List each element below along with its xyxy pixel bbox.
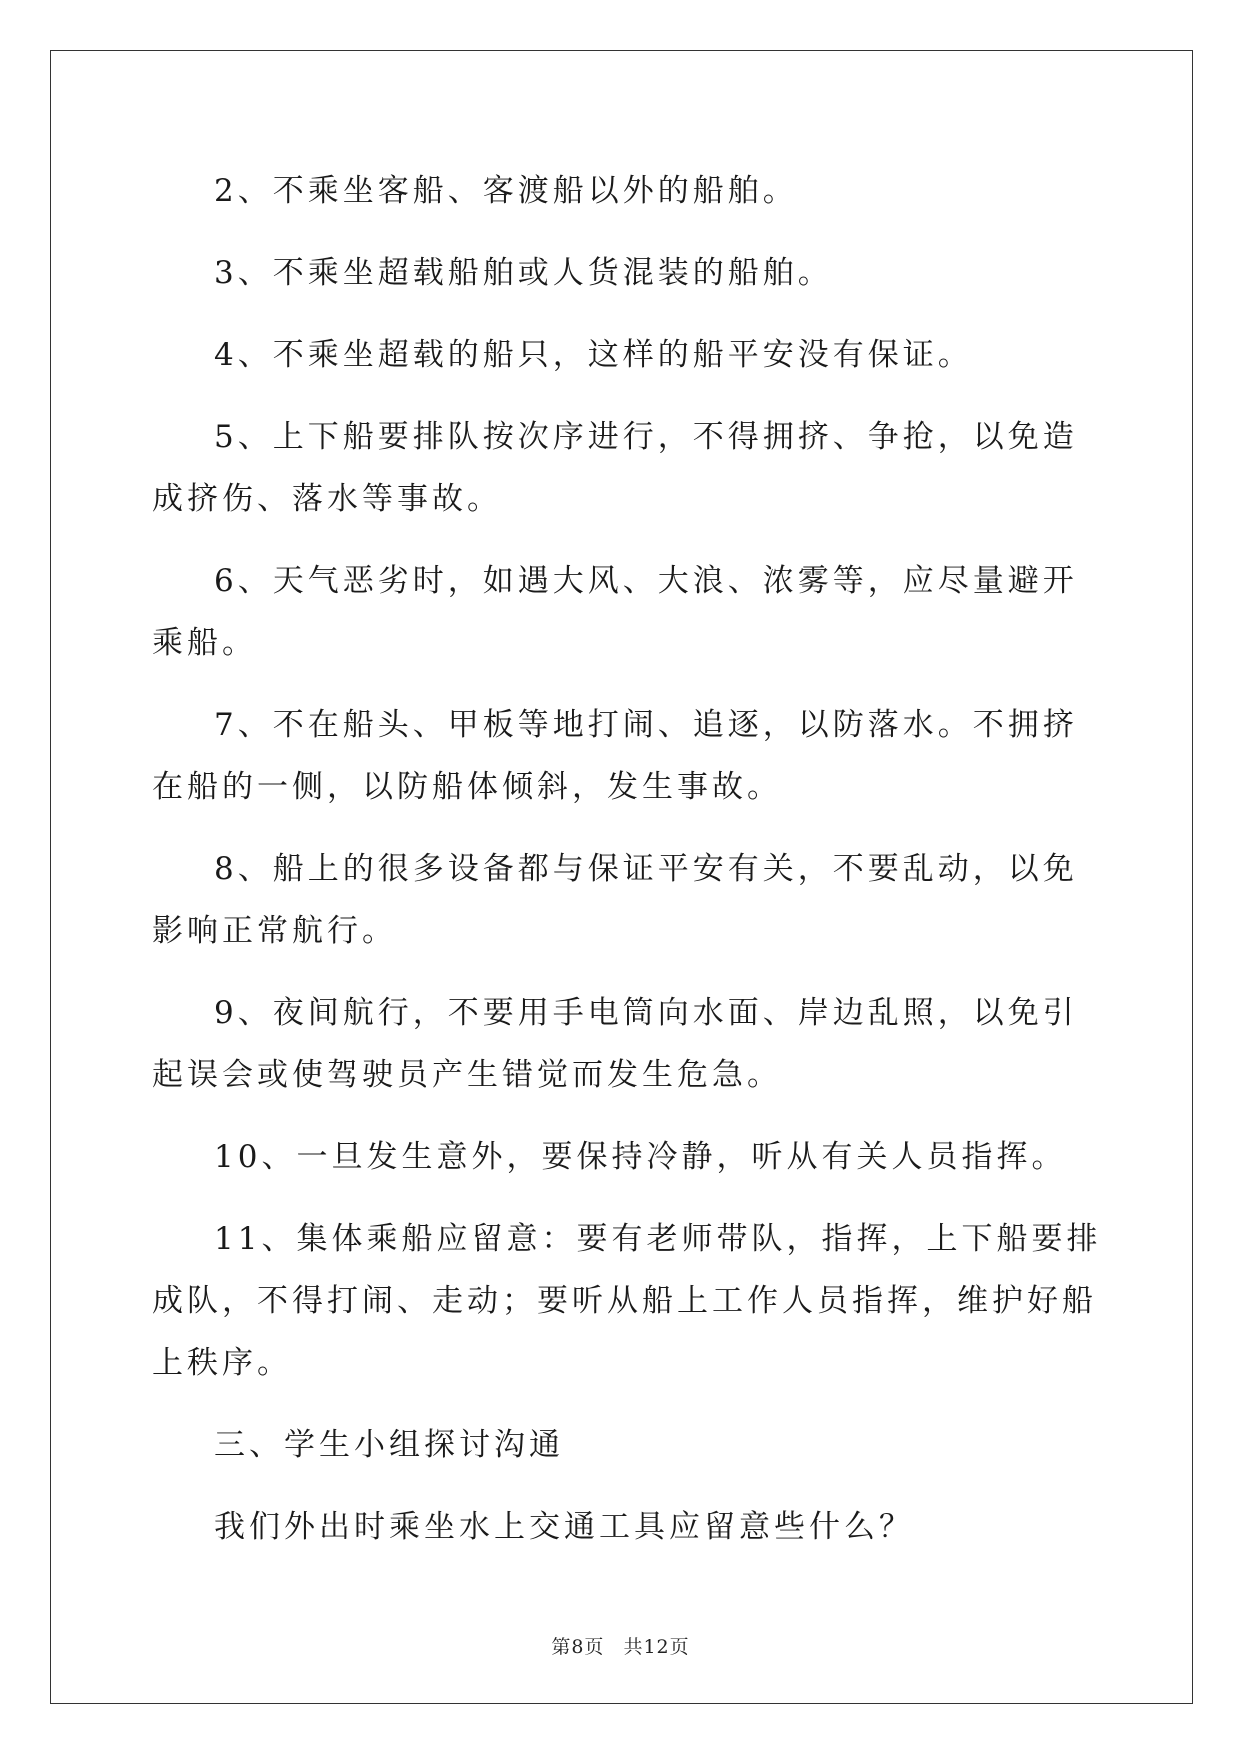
paragraph-4: 5、上下船要排队按次序进行，不得拥挤、争抢，以免造成挤伤、落水等事故。: [152, 419, 1078, 517]
page-number-total: 共12页: [623, 1636, 690, 1658]
paragraph-3: 4、不乘坐超载的船只，这样的船平安没有保证。: [214, 337, 973, 373]
document-body: [152, 160, 1112, 1578]
paragraph-10: 11、集体乘船应留意：要有老师带队，指挥，上下船要排成队，不得打闹、走动；要听从船上工作人员指挥，维护好船上秩序。: [152, 1221, 1102, 1381]
section-heading: 三、学生小组探讨沟通: [214, 1427, 564, 1463]
paragraph-2: 3、不乘坐超载船舶或人货混装的船舶。: [214, 255, 833, 291]
paragraph-7: 8、船上的很多设备都与保证平安有关，不要乱动，以免影响正常航行。: [152, 851, 1078, 949]
paragraph-9: 10、一旦发生意外，要保持冷静，听从有关人员指挥。: [214, 1139, 1067, 1175]
paragraph-5: 6、天气恶劣时，如遇大风、大浪、浓雾等，应尽量避开乘船。: [152, 563, 1078, 661]
paragraph-8: 9、夜间航行，不要用手电筒向水面、岸边乱照，以免引起误会或使驾驶员产生错觉而发生危急。: [152, 995, 1078, 1093]
paragraph-1: 2、不乘坐客船、客渡船以外的船舶。: [214, 173, 798, 209]
page-number-current: 第8页: [551, 1636, 605, 1658]
page-footer: [0, 1632, 1241, 1659]
paragraph-6: 7、不在船头、甲板等地打闹、追逐，以防落水。不拥挤在船的一侧，以防船体倾斜，发生事故。: [152, 707, 1078, 805]
discussion-question: 我们外出时乘坐水上交通工具应留意些什么？: [214, 1509, 914, 1545]
